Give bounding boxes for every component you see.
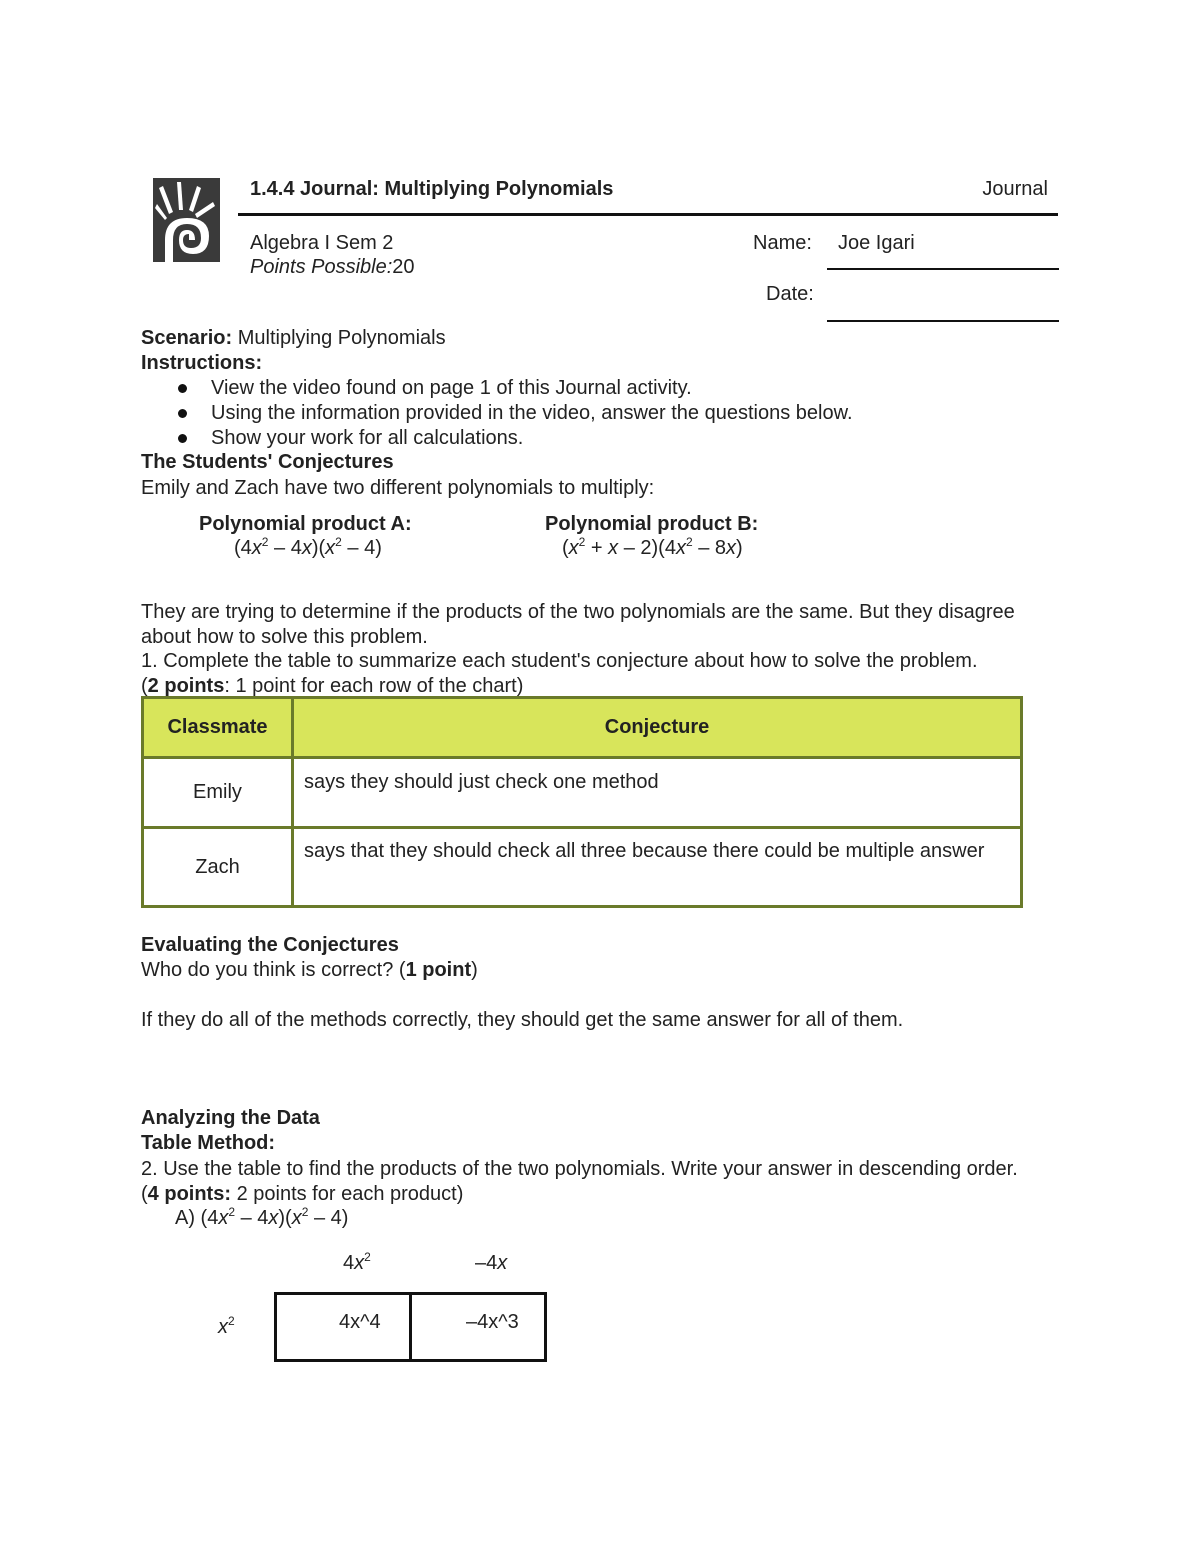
date-underline xyxy=(827,320,1059,322)
header-classmate: Classmate xyxy=(143,698,293,758)
table-row xyxy=(143,828,1022,907)
conjecture-table xyxy=(141,696,1023,908)
grid-cell-value: –4x^3 xyxy=(466,1311,519,1333)
scenario-label: Scenario: xyxy=(141,327,233,349)
header-rule xyxy=(238,213,1058,216)
name-label: Name: xyxy=(753,232,812,254)
conjecture-cell[interactable]: says that they should check all three because there could be multiple answer xyxy=(293,828,1022,907)
question-2 xyxy=(141,1157,1041,1207)
conjectures-paragraph: They are trying to determine if the products of the two polynomials are the same. But they disagree about how to solve this problem. xyxy=(141,601,1015,648)
column-label-minus-4x: –4x xyxy=(475,1252,508,1274)
multiplication-grid xyxy=(274,1292,547,1362)
instruction-item: Show your work for all calculations. xyxy=(141,426,853,451)
product-b-expression: $(x^2 + x - 2)(4x^2 - 8x)$ xyxy=(562,535,743,559)
table-method-heading: Table Method: xyxy=(141,1132,276,1154)
scenario-line xyxy=(141,327,446,350)
document-type-label: Journal xyxy=(982,178,1048,200)
conjectures-intro: Emily and Zach have two different polynomials to multiply: xyxy=(141,477,655,499)
product-a-expression: $(4x^2 - 4x)(x^2 - 4)$ xyxy=(234,535,382,559)
question-1-points-rest: : 1 point for each row of the chart) xyxy=(224,675,524,697)
grid-cell-value: 4x^4 xyxy=(339,1311,381,1333)
name-underline xyxy=(827,268,1059,270)
product-b-label: Polynomial product B: xyxy=(545,513,759,535)
journal-title: 1.4.4 Journal: Multiplying Polynomials xyxy=(250,178,614,200)
header-conjecture: Conjecture xyxy=(293,698,1022,758)
classmate-cell: Zach xyxy=(143,828,293,907)
conjectures-heading: The Students' Conjectures xyxy=(141,451,394,473)
analyzing-heading: Analyzing the Data xyxy=(141,1107,320,1129)
instruction-item: View the video found on page 1 of this Journal activity. xyxy=(141,376,853,401)
instructions-label: Instructions: xyxy=(141,352,263,374)
grid-cell[interactable] xyxy=(409,1295,544,1359)
part-a-label: A) xyxy=(175,1207,195,1229)
part-a-expression: A) $(4x^2 - 4x)(x^2 - 4)$ xyxy=(175,1205,349,1229)
evaluating-points: 1 point xyxy=(405,959,472,981)
scenario-value: Multiplying Polynomials xyxy=(237,327,446,349)
evaluating-question-text: Who do you think is correct? ( xyxy=(141,959,406,981)
question-2-points-bold: 4 points: xyxy=(147,1183,232,1205)
table-header-row xyxy=(143,698,1022,758)
instruction-item: Using the information provided in the video, answer the questions below. xyxy=(141,401,853,426)
row-label-x2: $x^2$ xyxy=(218,1314,235,1338)
question-1: 1. Complete the table to summarize each student's conjecture about how to solve the problem. xyxy=(141,650,978,672)
name-field[interactable]: Joe Igari xyxy=(838,232,915,254)
points-possible xyxy=(250,256,415,279)
question-2-points-rest: 2 points for each product) xyxy=(231,1183,464,1205)
evaluating-question: Who do you think is correct? (1 point) xyxy=(141,959,478,981)
points-possible-value: 20 xyxy=(392,256,415,278)
points-possible-label: Points Possible: xyxy=(250,256,393,278)
date-label: Date: xyxy=(766,283,814,305)
evaluating-heading: Evaluating the Conjectures xyxy=(141,934,399,956)
conjecture-cell[interactable]: says they should just check one method xyxy=(293,758,1022,828)
question-2-text: 2. Use the table to find the products of the two polynomials. Write your answer in descending order. ( xyxy=(141,1158,1018,1205)
classmate-cell: Emily xyxy=(143,758,293,828)
question-1-points: (2 points: 1 point for each row of the chart) xyxy=(141,675,524,697)
evaluating-answer[interactable]: If they do all of the methods correctly, they should get the same answer for all of them. xyxy=(141,1009,904,1031)
grid-cell[interactable] xyxy=(277,1295,409,1359)
instructions-list xyxy=(141,376,853,451)
table-row xyxy=(143,758,1022,828)
course-name: Algebra I Sem 2 xyxy=(250,232,394,254)
sunburst-logo-icon xyxy=(153,178,220,262)
question-1-points-bold: 2 points xyxy=(147,675,225,697)
column-label-4x2: $4x^2$ xyxy=(343,1250,371,1274)
product-a-label: Polynomial product A: xyxy=(199,513,412,535)
